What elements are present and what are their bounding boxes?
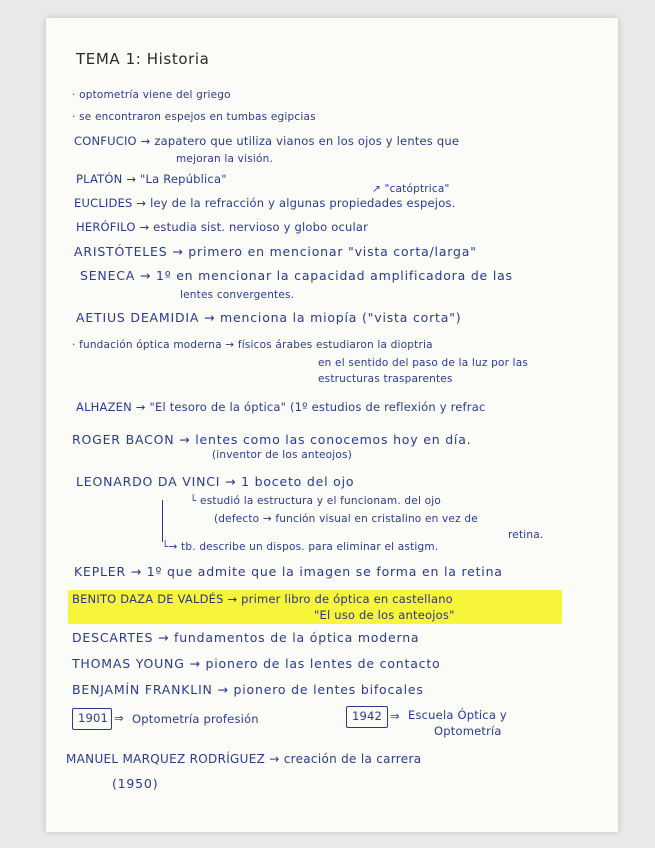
note-line: HERÓFILO → estudia sist. nervioso y globo ocular [76,220,369,234]
note-line: ALHAZEN → "El tesoro de la óptica" (1º estudios de reflexión y refrac [76,400,486,414]
note-line: Optometría [434,724,502,738]
note-line: ↗ "catóptrica" [372,183,450,195]
note-line-highlighted: BENITO DAZA DE VALDÉS → primer libro de óptica en castellano [72,592,453,606]
note-line-highlighted: "El uso de los anteojos" [314,608,455,622]
note-line: └ estudió la estructura y el funcionam. del ojo [190,495,441,507]
note-line: (1950) [112,776,159,791]
page-title: TEMA 1: Historia [76,50,210,68]
note-line: KEPLER → 1º que admite que la imagen se forma en la retina [74,564,503,579]
note-line: · se encontraron espejos en tumbas egipcias [72,111,316,123]
note-line: THOMAS YOUNG → pionero de las lentes de contacto [72,656,441,671]
note-line: PLATÓN → "La República" [76,172,227,186]
note-line: lentes convergentes. [180,289,295,301]
arrow-icon: ⇒ [114,711,124,725]
bracket-line [162,500,163,542]
note-line: en el sentido del paso de la luz por las [318,357,529,369]
note-line: Optometría profesión [132,712,259,726]
note-line: EUCLIDES → ley de la refracción y algunas propiedades espejos. [74,196,456,210]
note-line: · optometría viene del griego [72,89,231,101]
note-line: CONFUCIO → zapatero que utiliza vianos en los ojos y lentes que [74,134,460,148]
note-line: Escuela Óptica y [408,708,507,722]
note-line: mejoran la visión. [176,153,273,165]
note-line: estructuras trasparentes [318,373,453,385]
note-line: MANUEL MARQUEZ RODRÍGUEZ → creación de la carrera [66,752,422,766]
note-line: (defecto → función visual en cristalino en vez de [214,513,478,525]
arrow-icon: ⇒ [390,709,400,723]
note-line: (inventor de los anteojos) [212,449,353,461]
year-1901: 1901 [78,711,109,725]
note-line: SENECA → 1º en mencionar la capacidad amplificadora de las [80,268,513,283]
note-line: DESCARTES → fundamentos de la óptica moderna [72,630,420,645]
note-line: retina. [508,529,544,541]
note-line: · fundación óptica moderna → físicos árabes estudiaron la dioptria [72,339,433,351]
note-line: ARISTÓTELES → primero en mencionar "vista corta/larga" [74,244,477,259]
note-line: └→ tb. describe un dispos. para eliminar el astigm. [162,541,439,553]
note-line: ROGER BACON → lentes como las conocemos hoy en día. [72,432,472,447]
note-line: AETIUS DEAMIDIA → menciona la miopía ("vista corta") [76,310,462,325]
year-1942: 1942 [352,709,383,723]
note-line: BENJAMÍN FRANKLIN → pionero de lentes bifocales [72,682,424,697]
note-line: LEONARDO DA VINCI → 1 boceto del ojo [76,474,355,489]
